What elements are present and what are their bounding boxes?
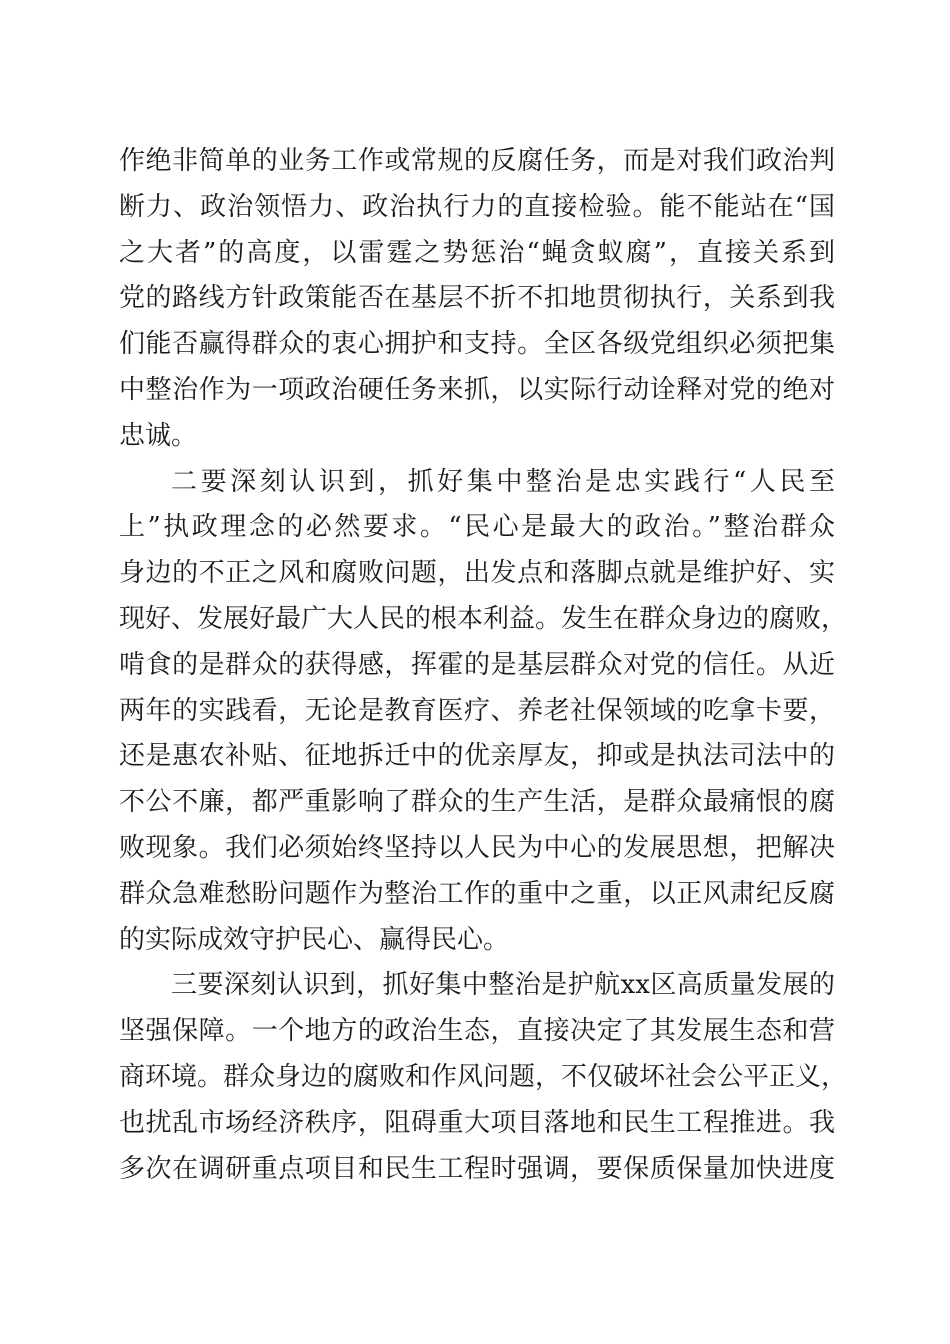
paragraph-start-line: 二要深刻认识到，抓好集中整治是忠实践行“人民至 bbox=[171, 466, 835, 497]
text-line: 多次在调研重点项目和民生工程时强调，要保质保量加快进度 bbox=[119, 1153, 835, 1184]
text-line: 之大者”的高度，以雷霆之势惩治“蝇贪蚁腐”，直接关系到 bbox=[119, 237, 835, 268]
text-line: 中整治作为一项政治硬任务来抓，以实际行动诠释对党的绝对 bbox=[119, 374, 835, 405]
paragraph-start-line: 三要深刻认识到，抓好集中整治是护航xx区高质量发展的 bbox=[171, 970, 835, 1001]
text-line: 啃食的是群众的获得感，挥霍的是基层群众对党的信任。从近 bbox=[119, 649, 835, 680]
text-line: 不公不廉，都严重影响了群众的生产生活，是群众最痛恨的腐 bbox=[119, 787, 835, 818]
text-line: 两年的实践看，无论是教育医疗、养老社保领域的吃拿卡要， bbox=[119, 695, 835, 726]
text-line: 身边的不正之风和腐败问题，出发点和落脚点就是维护好、实 bbox=[119, 558, 835, 589]
text-line: 还是惠农补贴、征地拆迁中的优亲厚友，抑或是执法司法中的 bbox=[119, 741, 835, 772]
text-line: 们能否赢得群众的衷心拥护和支持。全区各级党组织必须把集 bbox=[119, 329, 835, 360]
text-line: 上”执政理念的必然要求。“民心是最大的政治。”整治群众 bbox=[119, 512, 835, 543]
text-line: 的实际成效守护民心、赢得民心。 bbox=[119, 924, 510, 955]
text-line: 断力、政治领悟力、政治执行力的直接检验。能不能站在“国 bbox=[119, 191, 835, 222]
text-line: 商环境。群众身边的腐败和作风问题，不仅破坏社会公平正义， bbox=[119, 1061, 848, 1092]
text-line: 败现象。我们必须始终坚持以人民为中心的发展思想，把解决 bbox=[119, 832, 835, 863]
text-line: 作绝非简单的业务工作或常规的反腐任务，而是对我们政治判 bbox=[119, 146, 835, 176]
text-line: 忠诚。 bbox=[119, 420, 198, 451]
text-line: 群众急难愁盼问题作为整治工作的重中之重，以正风肃纪反腐 bbox=[119, 878, 835, 909]
text-line: 也扰乱市场经济秩序，阻碍重大项目落地和民生工程推进。我 bbox=[119, 1107, 835, 1138]
text-line: 党的路线方针政策能否在基层不折不扣地贯彻执行，关系到我 bbox=[119, 283, 835, 314]
text-line: 现好、发展好最广大人民的根本利益。发生在群众身边的腐败， bbox=[119, 603, 848, 634]
document-body bbox=[119, 139, 848, 1192]
text-line: 坚强保障。一个地方的政治生态，直接决定了其发展生态和营 bbox=[119, 1016, 835, 1047]
